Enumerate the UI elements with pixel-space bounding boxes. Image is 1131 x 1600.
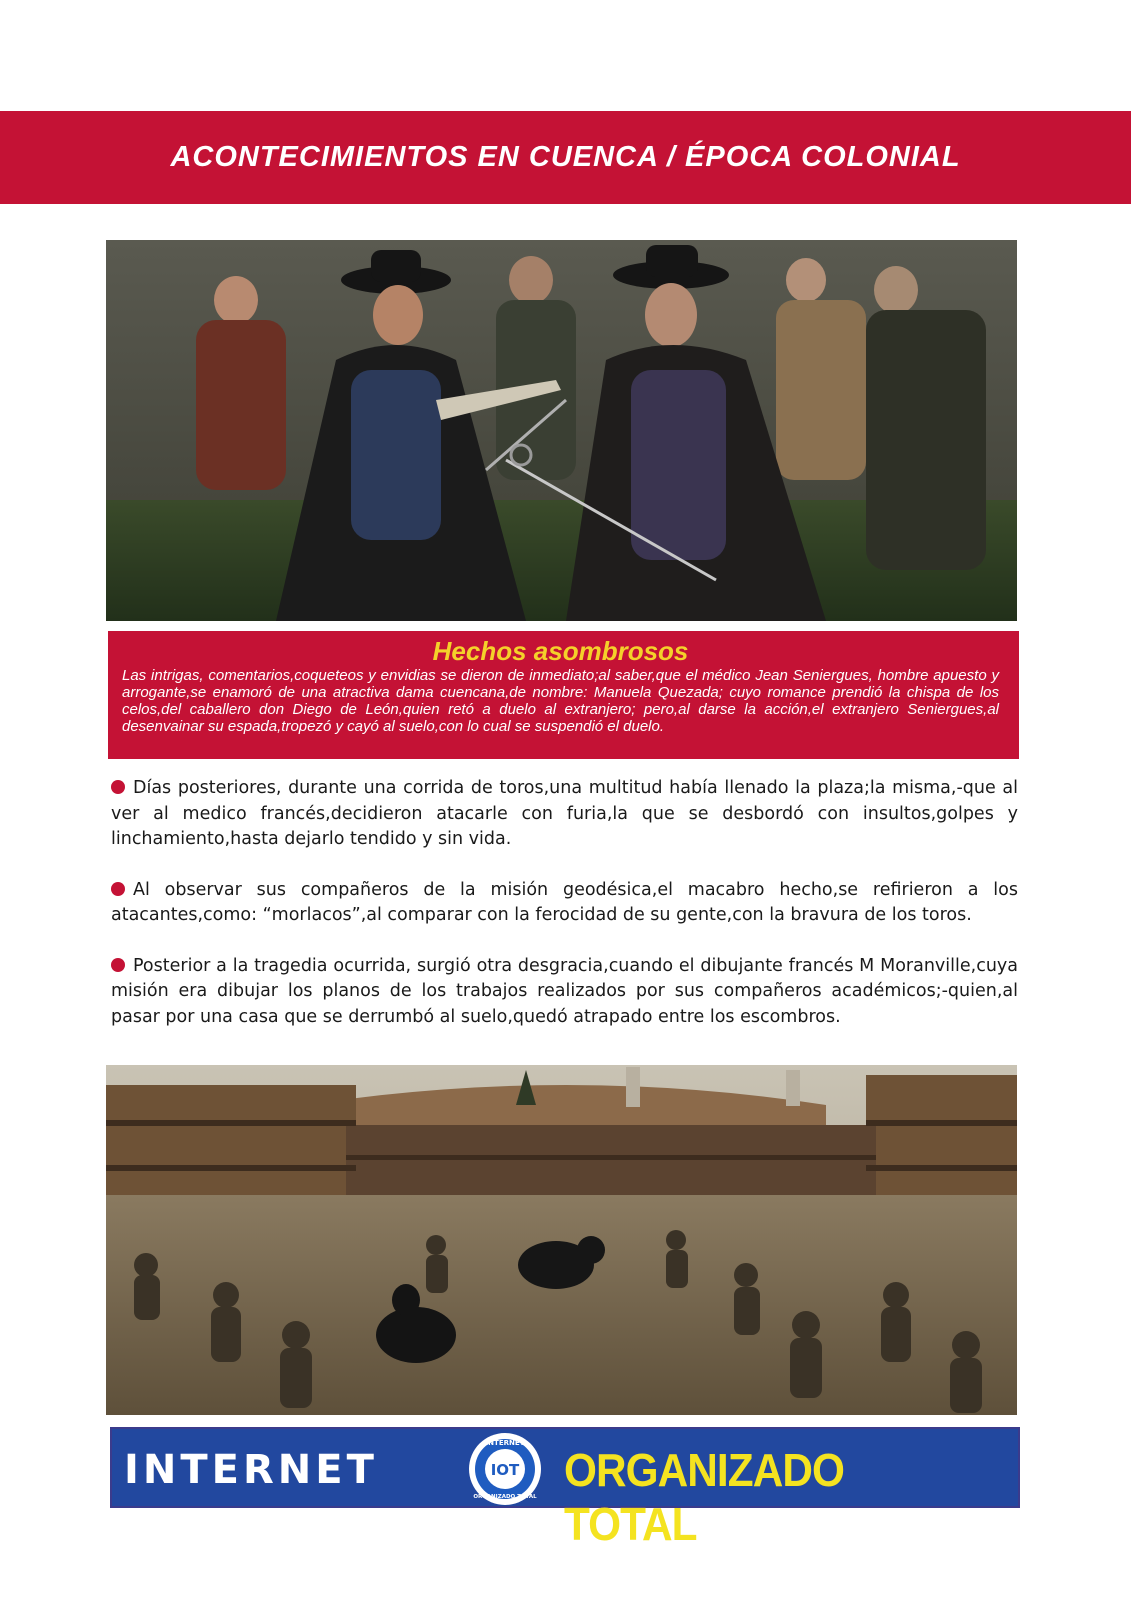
- bullring-illustration-image: [106, 1065, 1017, 1415]
- facts-title: Hechos asombrosos: [432, 636, 689, 666]
- duel-illustration: [106, 240, 1017, 621]
- duel-illustration-image: [106, 240, 1017, 621]
- header-band: [0, 111, 1131, 204]
- bullring-illustration: [106, 1065, 1017, 1415]
- facts-text: Las intrigas, comentarios,coqueteos y envidias se dieron de inmediato;al saber,que el médico Jean Seniergues, hombre apuesto y arrogante,se enamoró de una atractiva dama cuencana,de nombre: Manuela Quezada; cuyo romance prendió la chispa de los celos,del caballero don Diego de León,quien retó a duelo al extranjero; pero,al darse la acción,el extranjero Seniergues,al desenvainar su espada,tropezó y cayó al suelo,con lo cual se suspendió el duelo.: [122, 667, 999, 735]
- logo-top-text: INTERNET: [485, 1439, 525, 1447]
- list-item: [111, 954, 1018, 1031]
- bullet-dot-icon: [111, 882, 125, 896]
- footer-brand-text: INTERNET: [124, 1447, 378, 1493]
- logo-bottom-text: ORGANIZADO TOTAL: [473, 1494, 537, 1500]
- iot-logo-icon: [467, 1431, 543, 1507]
- facts-box: [108, 631, 1019, 759]
- list-item: [111, 878, 1018, 929]
- bullet-list: [111, 776, 1018, 1055]
- page-title: ACONTECIMIENTOS EN CUENCA / ÉPOCA COLONIAL: [170, 141, 961, 173]
- bullet-dot-icon: [111, 780, 125, 794]
- list-item: [111, 776, 1018, 853]
- bullet-text: Días posteriores, durante una corrida de toros,una multitud había llenado la plaza;la misma,-que al ver al medico francés,decidieron atacarle con furia,la que se desbordó con insultos,golpes y linchamiento,hasta dejarlo tendido y sin vida.: [111, 778, 1018, 849]
- bullet-text: Posterior a la tragedia ocurrida, surgió otra desgracia,cuando el dibujante francés M Moranville,cuya misión era dibujar los planos de los trabajos realizados por sus compañeros académicos;-quien,al pasar por una casa que se derrumbó al suelo,quedó atrapado entre los escombros.: [111, 955, 1018, 1027]
- bullet-text: Al observar sus compañeros de la misión geodésica,el macabro hecho,se refirieron a los atacantes,como: “morlacos”,al comparar con la ferocidad de su gente,con la bravura de los toros.: [111, 879, 1018, 925]
- logo-mid-text: IOT: [490, 1461, 520, 1479]
- bullet-dot-icon: [111, 958, 125, 972]
- footer-slogan: ORGANIZADO TOTAL: [564, 1444, 844, 1550]
- footer-banner: [110, 1427, 1020, 1550]
